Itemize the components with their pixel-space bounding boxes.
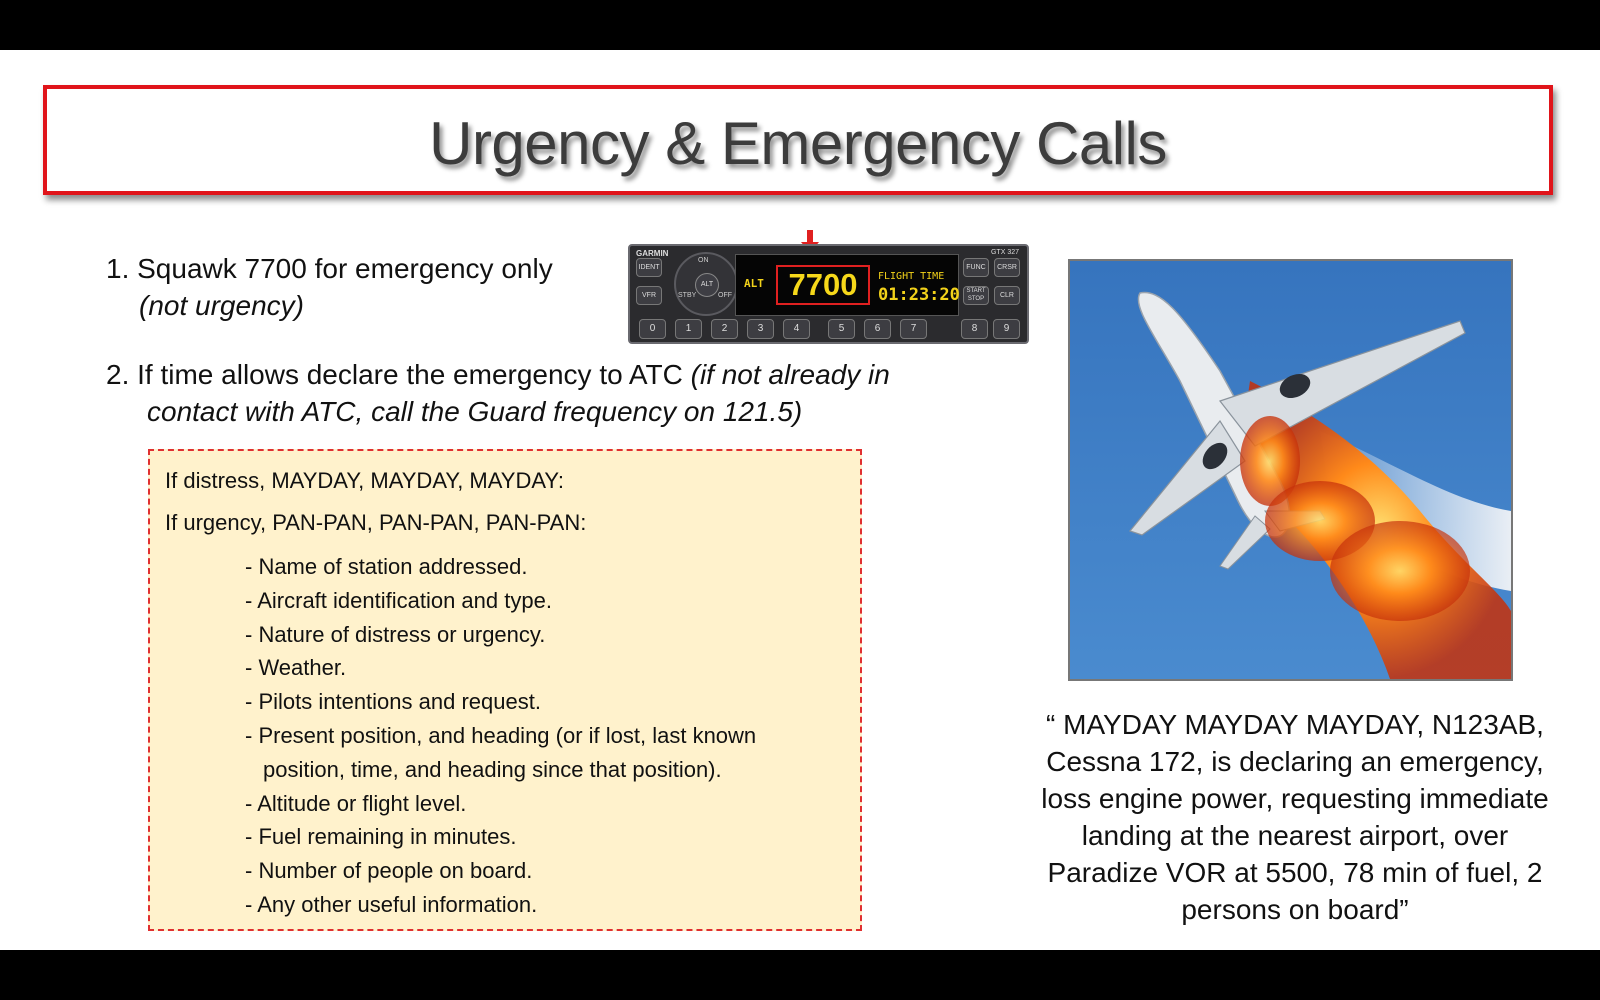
- distress-call-line: If distress, MAYDAY, MAYDAY, MAYDAY:: [165, 468, 564, 493]
- list-item: - Weather.: [245, 655, 347, 681]
- step-2-note-2: contact with ATC, call the Guard frequency on 121.5): [147, 396, 803, 427]
- key-2: 2: [711, 319, 738, 339]
- knob-alt-label: ALT: [695, 273, 719, 297]
- ident-button: IDENT: [636, 258, 662, 277]
- quote-line: Paradize VOR at 5500, 78 min of fuel, 2: [1047, 857, 1543, 888]
- transponder-model: GTX 327: [990, 249, 1019, 256]
- crsr-button: CRSR: [994, 258, 1020, 277]
- key-3: 3: [747, 319, 774, 339]
- list-item: - Name of station addressed.: [245, 554, 528, 579]
- list-item-continuation: position, time, and heading since that position).: [263, 756, 722, 782]
- step-1: [106, 250, 626, 324]
- clr-button: CLR: [994, 286, 1020, 305]
- squawk-code: 7700: [776, 265, 870, 305]
- transponder-display: [735, 254, 959, 316]
- list-item: - Pilots intentions and request.: [245, 689, 541, 715]
- radio-call-checklist: [148, 449, 862, 931]
- burning-airliner-image: [1068, 259, 1513, 681]
- start-stop-button: START STOP: [963, 286, 989, 305]
- urgency-call-line: If urgency, PAN-PAN, PAN-PAN, PAN-PAN:: [165, 510, 587, 535]
- list-item: - Aircraft identification and type.: [245, 587, 552, 613]
- step-2: [106, 356, 1006, 430]
- step-2-text: 2. If time allows declare the emergency to ATC: [106, 359, 691, 390]
- quote-line: Cessna 172, is declaring an emergency,: [1046, 746, 1544, 777]
- slide-title: Urgency & Emergency Calls: [429, 110, 1167, 177]
- key-4: 4: [783, 319, 810, 339]
- quote-line: landing at the nearest airport, over: [1081, 820, 1509, 851]
- flight-time-label: FLIGHT TIME: [878, 271, 945, 282]
- mode-knob: [674, 252, 738, 316]
- step-2-note-1: (if not already in: [690, 359, 890, 390]
- slide: [0, 50, 1600, 950]
- list-item: - Altitude or flight level.: [245, 790, 467, 816]
- key-6: 6: [864, 319, 891, 339]
- key-9: 9: [993, 319, 1020, 339]
- title-frame: [43, 85, 1553, 195]
- flight-time-value: 01:23:20: [878, 285, 960, 305]
- key-0: 0: [639, 319, 666, 339]
- mayday-example-quote: [1005, 706, 1585, 928]
- key-5: 5: [828, 319, 855, 339]
- vfr-button: VFR: [636, 286, 662, 305]
- func-button: FUNC: [963, 258, 989, 277]
- key-7: 7: [900, 319, 927, 339]
- list-item: - Any other useful information.: [245, 891, 538, 917]
- step-1-note: (not urgency): [139, 290, 304, 321]
- quote-line: persons on board”: [1181, 894, 1409, 925]
- knob-stby-label: STBY: [678, 292, 697, 299]
- quote-line: “ MAYDAY MAYDAY MAYDAY, N123AB,: [1046, 709, 1544, 740]
- quote-line: loss engine power, requesting immediate: [1041, 783, 1549, 814]
- key-1: 1: [675, 319, 702, 339]
- list-item: - Nature of distress or urgency.: [245, 621, 546, 647]
- transponder-brand: GARMIN: [636, 249, 669, 258]
- step-1-text: 1. Squawk 7700 for emergency only: [106, 253, 553, 284]
- transponder-panel: [628, 244, 1029, 344]
- display-mode: ALT: [744, 277, 764, 290]
- knob-off-label: OFF: [718, 292, 732, 299]
- list-item: - Fuel remaining in minutes.: [245, 824, 517, 850]
- list-item: - Number of people on board.: [245, 858, 533, 884]
- key-8: 8: [961, 319, 988, 339]
- list-item: [245, 753, 845, 787]
- checklist-items: [245, 550, 845, 922]
- keypad: [636, 319, 1022, 339]
- list-item: - Present position, and heading (or if lost, last known: [245, 722, 757, 748]
- knob-on-label: ON: [698, 257, 709, 264]
